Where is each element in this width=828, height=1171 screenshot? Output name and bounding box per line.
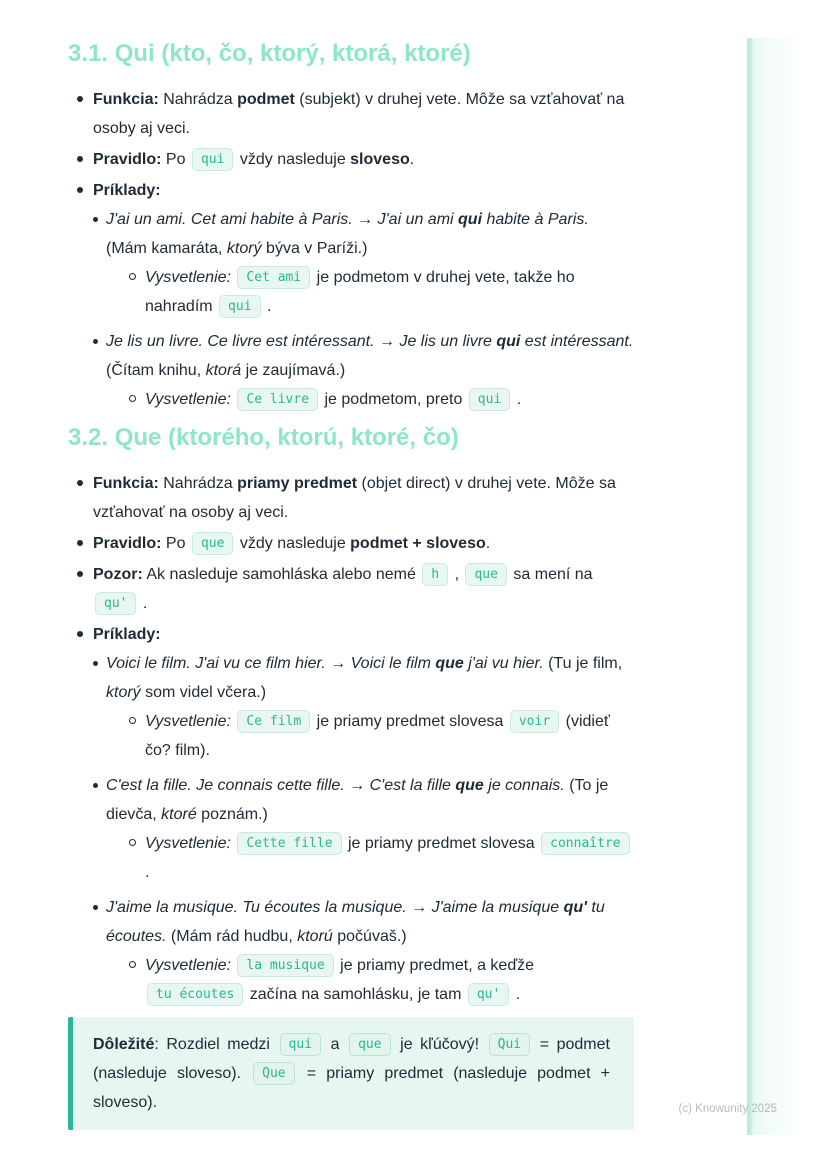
text-run: býva v Paríži.): [261, 239, 368, 257]
list-item: [92, 327, 634, 385]
section: [68, 40, 634, 414]
text-run: je priamy predmet, a keďže: [335, 956, 535, 974]
bullet-disc-icon: [68, 176, 93, 205]
text-run: : Rozdiel medzi: [154, 1035, 278, 1053]
text-run: .: [138, 594, 148, 612]
text-run: priamy predmet: [237, 474, 358, 492]
code-badge: Ce livre: [237, 388, 318, 411]
code-badge: Cette fille: [237, 832, 341, 855]
text-run: .: [485, 534, 491, 552]
text-run: .: [145, 863, 150, 881]
text-run: qu': [563, 898, 587, 916]
text-run: a: [323, 1035, 348, 1053]
document-body: [68, 40, 634, 1009]
list-item: [68, 145, 634, 174]
text-run: j'ai vu hier.: [463, 654, 544, 672]
list-item-text: [145, 707, 634, 765]
section: [68, 424, 634, 1009]
bullet-disc-icon: [68, 85, 93, 143]
bullet-disc-icon: [68, 529, 93, 558]
text-run: .: [262, 297, 272, 315]
text-run: je connais.: [483, 776, 565, 794]
text-run: podmet + sloveso: [350, 534, 486, 552]
list-item-text: [93, 176, 634, 205]
text-run: Nahrádza: [158, 474, 238, 492]
text-run: J'aime la musique. Tu écoutes la musique. → J'aime la musique: [106, 898, 564, 916]
text-run: Vysvetlenie:: [145, 268, 236, 286]
code-badge: qui: [192, 148, 233, 171]
section-title: 3.1. Qui (kto, čo, ktorý, ktorá, ktoré): [68, 40, 471, 67]
text-run: počúvaš.): [332, 927, 407, 945]
text-run: qui: [496, 332, 521, 350]
code-badge: qu': [95, 592, 136, 615]
code-badge: Ce film: [237, 710, 310, 733]
list-item-text: [93, 620, 634, 649]
text-run: Dôležité: [93, 1035, 155, 1053]
text-run: je zaujímavá.): [241, 361, 346, 379]
text-run: ktorý: [106, 683, 141, 701]
bullet-circle-icon: [129, 951, 145, 1009]
text-run: ktorá: [205, 361, 242, 379]
text-run: Pravidlo:: [93, 150, 162, 168]
bullet-disc-icon: [92, 327, 106, 385]
text-run: sa mení na: [508, 565, 593, 583]
text-run: Po: [161, 534, 190, 552]
text-run: podmet: [237, 90, 295, 108]
text-run: qui: [458, 210, 483, 228]
text-run: ,: [450, 565, 464, 583]
list-item: [92, 771, 634, 829]
list-item-text: [93, 469, 634, 527]
bullet-disc-icon: [68, 469, 93, 527]
bullet-disc-icon: [68, 620, 93, 649]
list-item-text: [106, 649, 634, 707]
bullet-disc-icon: [92, 649, 106, 707]
list-item: [68, 560, 634, 618]
list-item: [129, 829, 634, 887]
list-item: [68, 620, 634, 649]
text-run: som videl včera.): [140, 683, 267, 701]
code-badge: que: [465, 563, 506, 586]
footer-copyright: (c) Knowunity 2025: [678, 1103, 777, 1115]
code-badge: la musique: [237, 954, 333, 977]
list-item-text: [106, 893, 634, 951]
text-run: ktoré: [161, 805, 197, 823]
text-run: ktorú: [297, 927, 333, 945]
text-run: (Mám kamaráta,: [106, 239, 227, 257]
text-run: vždy nasleduje: [235, 534, 351, 552]
text-run: začína na samohlásku, je tam: [245, 985, 466, 1003]
text-run: (Mám rád hudbu,: [166, 927, 298, 945]
code-badge: connaître: [541, 832, 629, 855]
text-run: J'ai un ami. Cet ami habite à Paris. → J'ai un ami: [106, 210, 459, 228]
text-run: .: [511, 985, 521, 1003]
bullet-circle-icon: [129, 829, 145, 887]
list-item: [68, 529, 634, 558]
text-run: Vysvetlenie:: [145, 834, 236, 852]
list-item: [92, 893, 634, 951]
text-run: Vysvetlenie:: [145, 390, 236, 408]
text-run: (Tu je film,: [543, 654, 623, 672]
section-title: 3.2. Que (ktorého, ktorú, ktoré, čo): [68, 423, 459, 451]
list-item: [92, 649, 634, 707]
text-run: (vidieť čo? film).: [145, 712, 610, 759]
text-run: Funkcia:: [93, 90, 159, 108]
code-badge: h: [422, 563, 448, 586]
text-run: poznám.): [196, 805, 268, 823]
callout-text: [93, 1036, 610, 1111]
list-item-text: [93, 529, 634, 558]
text-run: Pozor:: [93, 565, 143, 583]
code-badge: que: [349, 1033, 390, 1056]
text-run: Po: [161, 150, 190, 168]
code-badge: qui: [469, 388, 510, 411]
text-run: tu écoutes.: [106, 898, 605, 945]
text-run: Nahrádza: [158, 90, 238, 108]
side-scrollbar[interactable]: [747, 38, 796, 1135]
bullet-circle-icon: [129, 707, 145, 765]
text-run: (To je dievča,: [106, 776, 609, 823]
text-run: Príklady:: [93, 625, 161, 643]
list-item-text: [145, 385, 634, 414]
list-item: [68, 176, 634, 205]
text-run: (objet direct) v druhej vete. Môže sa vzťahovať na osoby aj veci.: [93, 474, 616, 521]
text-run: vždy nasleduje: [235, 150, 351, 168]
bullet-circle-icon: [129, 263, 145, 321]
text-run: Vysvetlenie:: [145, 956, 236, 974]
code-badge: Qui: [489, 1033, 530, 1056]
text-run: Ak nasleduje samohláska alebo nemé: [142, 565, 421, 583]
code-badge: qu': [468, 983, 509, 1006]
code-badge: tu écoutes: [147, 983, 243, 1006]
text-run: .: [512, 390, 522, 408]
list-item-text: [145, 263, 634, 321]
text-run: je podmetom, preto: [320, 390, 467, 408]
text-run: (Čítam knihu,: [106, 361, 206, 379]
code-badge: qui: [219, 295, 260, 318]
code-badge: que: [192, 532, 233, 555]
text-run: Vysvetlenie:: [145, 712, 236, 730]
text-run: Pravidlo:: [93, 534, 162, 552]
bullet-disc-icon: [68, 560, 93, 618]
list-item-text: [106, 771, 634, 829]
code-badge: Cet ami: [237, 266, 310, 289]
callout-box: [68, 1017, 634, 1130]
list-item-text: [93, 85, 634, 143]
text-run: ktorý: [226, 239, 262, 257]
text-run: je priamy predmet slovesa: [312, 712, 508, 730]
text-run: Voici le film. J'ai vu ce film hier. → Voici le film: [106, 654, 436, 672]
bullet-circle-icon: [129, 385, 145, 414]
text-run: habite à Paris.: [482, 210, 589, 228]
text-run: que: [435, 654, 464, 672]
list-item: [129, 707, 634, 765]
text-run: que: [455, 776, 484, 794]
list-item-text: [93, 560, 634, 618]
text-run: C'est la fille. Je connais cette fille. → C'est la fille: [106, 776, 456, 794]
bullet-disc-icon: [68, 145, 93, 174]
text-run: = podmet (nasleduje sloveso).: [93, 1035, 610, 1082]
code-badge: voir: [510, 710, 559, 733]
bullet-disc-icon: [92, 893, 106, 951]
list-item-text: [145, 951, 634, 1009]
code-badge: Que: [253, 1062, 294, 1085]
bullet-disc-icon: [92, 771, 106, 829]
text-run: = priamy predmet (nasleduje podmet + sloveso).: [93, 1064, 610, 1111]
list-item: [129, 951, 634, 1009]
text-run: je priamy predmet slovesa: [343, 834, 540, 852]
list-item: [68, 469, 634, 527]
text-run: .: [409, 150, 415, 168]
text-run: je podmetom v druhej vete, takže ho nahradím: [145, 268, 575, 315]
list-item: [129, 385, 634, 414]
text-run: Je lis un livre. Ce livre est intéressant. → Je lis un livre: [106, 332, 497, 350]
list-item: [129, 263, 634, 321]
text-run: est intéressant.: [520, 332, 634, 350]
text-run: Funkcia:: [93, 474, 159, 492]
text-run: Príklady:: [93, 181, 161, 199]
list-item: [68, 85, 634, 143]
list-item-text: [106, 205, 634, 263]
text-run: sloveso: [350, 150, 410, 168]
list-item-text: [93, 145, 634, 174]
document-page: [68, 40, 634, 1130]
bullet-disc-icon: [92, 205, 106, 263]
text-run: (subjekt) v druhej vete. Môže sa vzťahovať na osoby aj veci.: [93, 90, 625, 137]
text-run: je kľúčový!: [392, 1035, 487, 1053]
list-item-text: [145, 829, 634, 887]
list-item: [92, 205, 634, 263]
code-badge: qui: [280, 1033, 321, 1056]
list-item-text: [106, 327, 634, 385]
